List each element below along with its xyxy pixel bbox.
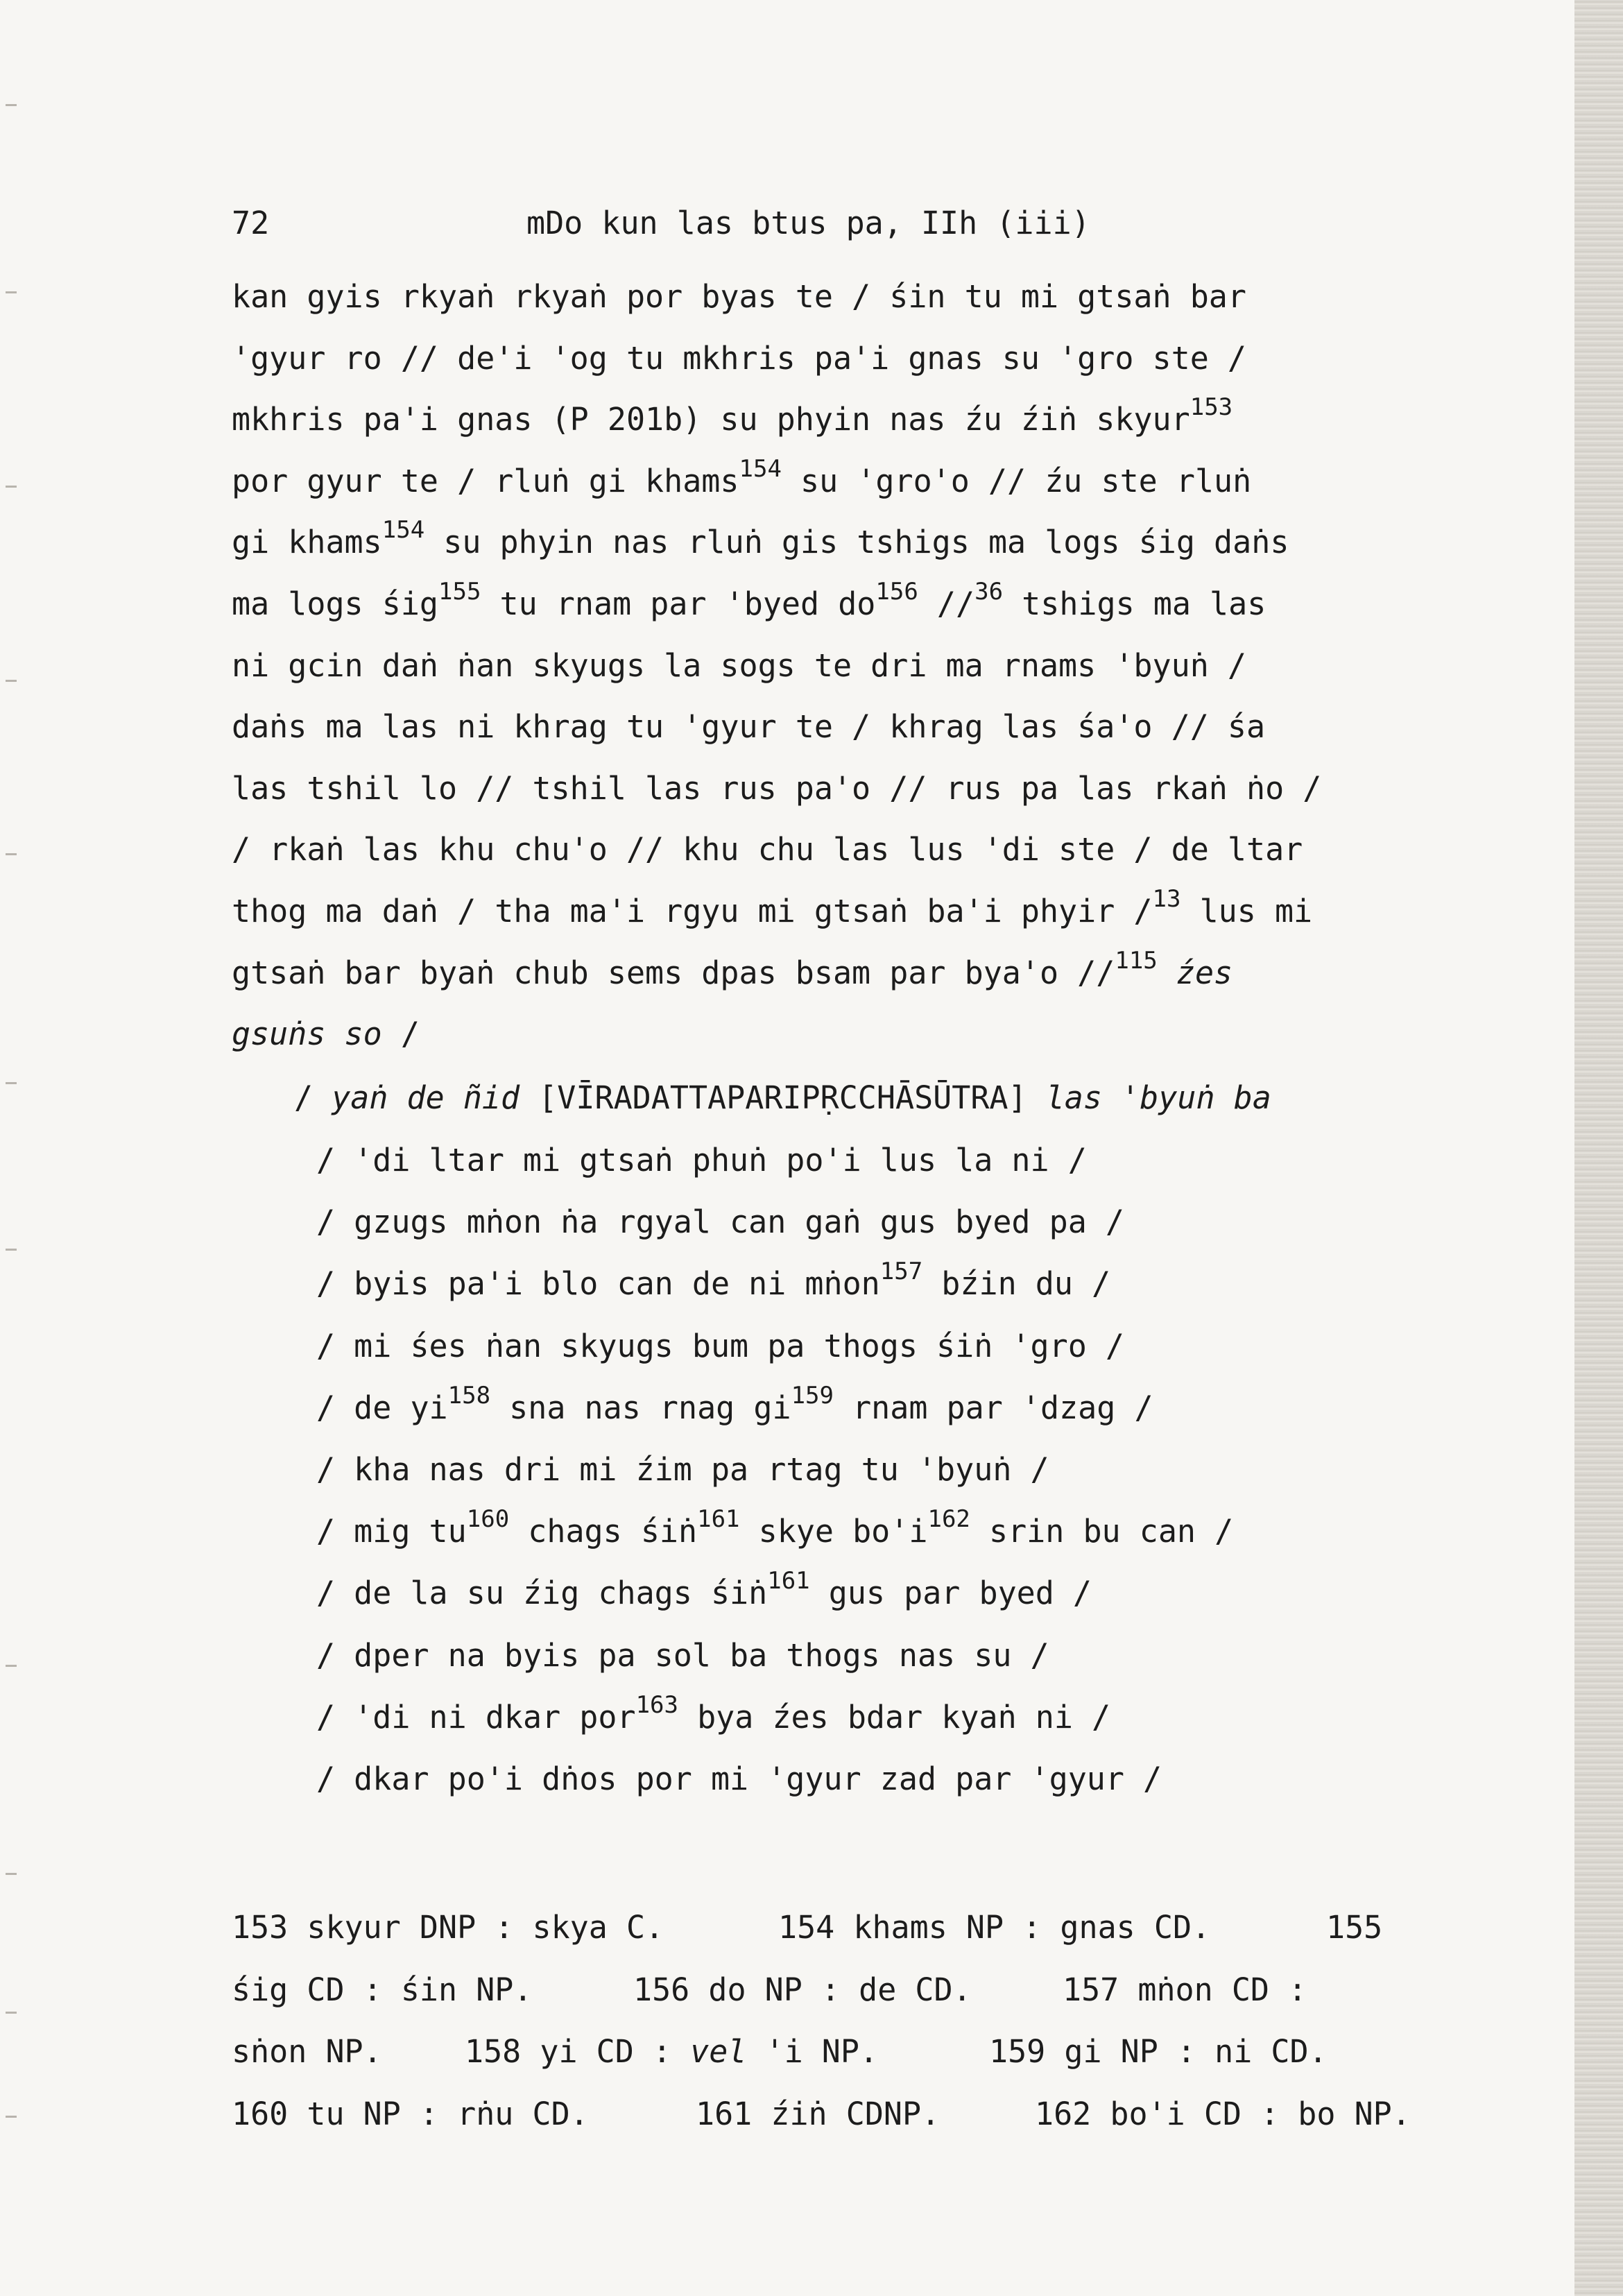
- prose-line: [232, 393, 1233, 438]
- prose-line: [232, 340, 1246, 377]
- scan-tick: [6, 1665, 17, 1667]
- prose-line: [232, 708, 1266, 745]
- text-segment: 155: [1326, 1909, 1383, 1946]
- prose-line: [232, 885, 1313, 929]
- italic-text: źes: [1176, 954, 1233, 991]
- text-segment: 162 bo'i CD : bo NP.: [1035, 2096, 1411, 2132]
- text-segment: 157 mṅon CD :: [1063, 1971, 1307, 2008]
- text-segment: rnam par 'dzag /: [833, 1389, 1153, 1426]
- verse-line: [316, 1451, 1049, 1488]
- italic-text: yaṅ de ñid: [332, 1079, 520, 1116]
- verse-line: [316, 1637, 1049, 1674]
- text-segment: [VĪRADATTAPARIPṚCCHĀSŪTRA]: [519, 1079, 1046, 1116]
- prose-line: [232, 455, 1252, 499]
- verse-line: [316, 1760, 1162, 1797]
- text-segment: mkhris pa'i gnas (P 201b) su phyin nas źu źiṅ skyur: [232, 401, 1190, 438]
- prose-line: [232, 1018, 420, 1050]
- italic-text: vel: [690, 2033, 747, 2070]
- text-segment: su 'gro'o // źu ste rluṅ: [781, 463, 1252, 499]
- text-segment: kan gyis rkyaṅ rkyaṅ por byas te / śin tu mi gtsaṅ bar: [232, 278, 1246, 315]
- prose-line: [232, 831, 1303, 868]
- text-segment: sna nas rnag gi: [490, 1389, 791, 1426]
- text-segment: 'gyur ro // de'i 'og tu mkhris pa'i gnas su 'gro ste /: [232, 340, 1246, 377]
- footnote-ref: 158: [447, 1382, 491, 1410]
- footnote-entry: [465, 2033, 879, 2070]
- text-segment: gtsaṅ bar byaṅ chub sems dpas bsam par bya'o //: [232, 954, 1115, 991]
- verse-line: [316, 1691, 1111, 1736]
- footnote-entry: [232, 1971, 533, 2008]
- page-number: 72: [232, 205, 270, 241]
- text-segment: thog ma daṅ / tha ma'i rgyu mi gtsaṅ ba'i phyir /: [232, 893, 1153, 929]
- text-segment: / de yi: [316, 1389, 448, 1426]
- text-segment: ni gcin daṅ ṅan skyugs la sogs te dri ma rnams 'byuṅ /: [232, 647, 1246, 684]
- verse-line: [316, 1142, 1087, 1179]
- verse-line: [316, 1505, 1234, 1550]
- text-segment: gus par byed /: [809, 1575, 1092, 1611]
- scan-tick: [6, 1082, 17, 1084]
- text-segment: / de la su źig chags śiṅ: [316, 1575, 768, 1611]
- running-title: mDo kun las btus pa, IIh (iii): [526, 205, 1090, 241]
- text-segment: / byis pa'i blo can de ni mṅon: [316, 1265, 880, 1302]
- scan-tick: [6, 2116, 17, 2118]
- footnote-ref: 13: [1152, 885, 1181, 913]
- text-segment: bya źes bdar kyaṅ ni /: [678, 1699, 1111, 1736]
- footnote-ref: 162: [927, 1505, 970, 1533]
- text-segment: / dkar po'i dṅos por mi 'gyur zad par 'gyur /: [316, 1760, 1162, 1797]
- scan-margin-marks: [0, 0, 28, 2296]
- footnote-ref: 159: [791, 1382, 834, 1410]
- footnote-ref: 154: [739, 455, 782, 483]
- text-segment: srin bu can /: [970, 1513, 1234, 1550]
- footnote-ref: 160: [466, 1505, 510, 1533]
- text-segment: 'i NP.: [746, 2033, 879, 2070]
- footnote-entry: [989, 2033, 1328, 2070]
- text-segment: / mi śes ṅan skyugs bum pa thogs śiṅ 'gro /: [316, 1328, 1124, 1364]
- footnote-entry: [1035, 2098, 1411, 2130]
- text-segment: /: [381, 1016, 420, 1052]
- verse-line: [316, 1258, 1111, 1302]
- verse-line: [316, 1330, 1124, 1362]
- prose-line: [232, 578, 1266, 622]
- footnote-ref: 161: [767, 1567, 810, 1595]
- prose-line: [232, 278, 1246, 315]
- text-segment: ma logs śig: [232, 585, 439, 622]
- scan-tick: [6, 2012, 17, 2014]
- text-segment: lus mi: [1180, 893, 1313, 929]
- text-segment: bźin du /: [922, 1265, 1111, 1302]
- footnote-entry: [232, 2033, 382, 2070]
- scan-tick: [6, 291, 17, 293]
- text-segment: / gzugs mṅon ṅa rgyal can gaṅ gus byed pa /: [316, 1203, 1124, 1240]
- scan-edge-shadow: [1574, 0, 1623, 2296]
- text-segment: sṅon NP.: [232, 2033, 382, 2070]
- text-segment: 161 źiṅ CDNP.: [696, 2096, 941, 2132]
- verse-line: [316, 1567, 1092, 1611]
- text-segment: gi khams: [232, 524, 382, 560]
- verse-line: [316, 1382, 1153, 1426]
- text-segment: /: [294, 1079, 332, 1116]
- text-segment: / mig tu: [316, 1513, 467, 1550]
- text-segment: daṅs ma las ni khrag tu 'gyur te / khrag las śa'o // śa: [232, 708, 1266, 745]
- italic-text: gsuṅs so: [232, 1016, 382, 1052]
- text-segment: las tshil lo // tshil las rus pa'o // rus pa las rkaṅ ṅo /: [232, 770, 1322, 807]
- text-segment: / 'di ni dkar por: [316, 1699, 636, 1736]
- prose-line: [232, 770, 1322, 807]
- footnote-entry: [696, 2098, 940, 2130]
- footnote-ref: 154: [381, 516, 425, 544]
- scan-tick: [6, 486, 17, 488]
- footnote-entry: [633, 1971, 972, 2008]
- scan-tick: [6, 680, 17, 682]
- text-segment: 154 khams NP : gnas CD.: [778, 1909, 1211, 1946]
- footnote-ref: 153: [1190, 393, 1233, 421]
- verse-line: [316, 1203, 1124, 1240]
- text-segment: / rkaṅ las khu chu'o // khu chu las lus 'di ste / de ltar: [232, 831, 1303, 868]
- text-segment: su phyin nas rluṅ gis tshigs ma logs śig daṅs: [424, 524, 1289, 560]
- text-segment: / kha nas dri mi źim pa rtag tu 'byuṅ /: [316, 1451, 1049, 1488]
- footnote-ref: 161: [697, 1505, 740, 1533]
- footnote-ref: 115: [1115, 947, 1158, 975]
- text-segment: / 'di ltar mi gtsaṅ phuṅ po'i lus la ni /: [316, 1142, 1087, 1179]
- footnote-ref: 155: [438, 578, 481, 606]
- footnote-entry: [1326, 1909, 1383, 1946]
- footnote-entry: [232, 1909, 664, 1946]
- text-segment: skye bo'i: [739, 1513, 928, 1550]
- text-segment: //: [918, 585, 975, 622]
- footnote-entry: [1063, 1971, 1307, 2008]
- italic-text: las 'byuṅ ba: [1045, 1079, 1271, 1116]
- text-segment: 160 tu NP : rṅu CD.: [232, 2096, 589, 2132]
- text-segment: chags śiṅ: [509, 1513, 698, 1550]
- text-segment: [1158, 954, 1176, 991]
- text-segment: śig CD : śin NP.: [232, 1971, 533, 2008]
- footnote-ref: 163: [635, 1691, 678, 1719]
- scan-tick: [6, 1873, 17, 1875]
- text-segment: 156 do NP : de CD.: [633, 1971, 972, 2008]
- footnote-ref: 157: [879, 1258, 923, 1285]
- scan-tick: [6, 104, 17, 106]
- verse-intro-line: [294, 1079, 1271, 1116]
- footnote-entry: [232, 2098, 589, 2130]
- prose-line: [232, 516, 1289, 560]
- text-segment: tshigs ma las: [1003, 585, 1266, 622]
- text-segment: 158 yi CD :: [465, 2033, 691, 2070]
- text-segment: por gyur te / rluṅ gi khams: [232, 463, 739, 499]
- scan-tick: [6, 1249, 17, 1251]
- scan-tick: [6, 853, 17, 855]
- text-segment: tu rnam par 'byed do: [481, 585, 876, 622]
- footnote-ref: 156: [875, 578, 918, 606]
- text-segment: 153 skyur DNP : skya C.: [232, 1909, 664, 1946]
- prose-line: [232, 647, 1246, 684]
- footnote-entry: [778, 1909, 1211, 1946]
- text-segment: / dper na byis pa sol ba thogs nas su /: [316, 1637, 1049, 1674]
- footnote-ref: 36: [974, 578, 1004, 606]
- text-segment: 159 gi NP : ni CD.: [989, 2033, 1328, 2070]
- prose-line: [232, 947, 1233, 991]
